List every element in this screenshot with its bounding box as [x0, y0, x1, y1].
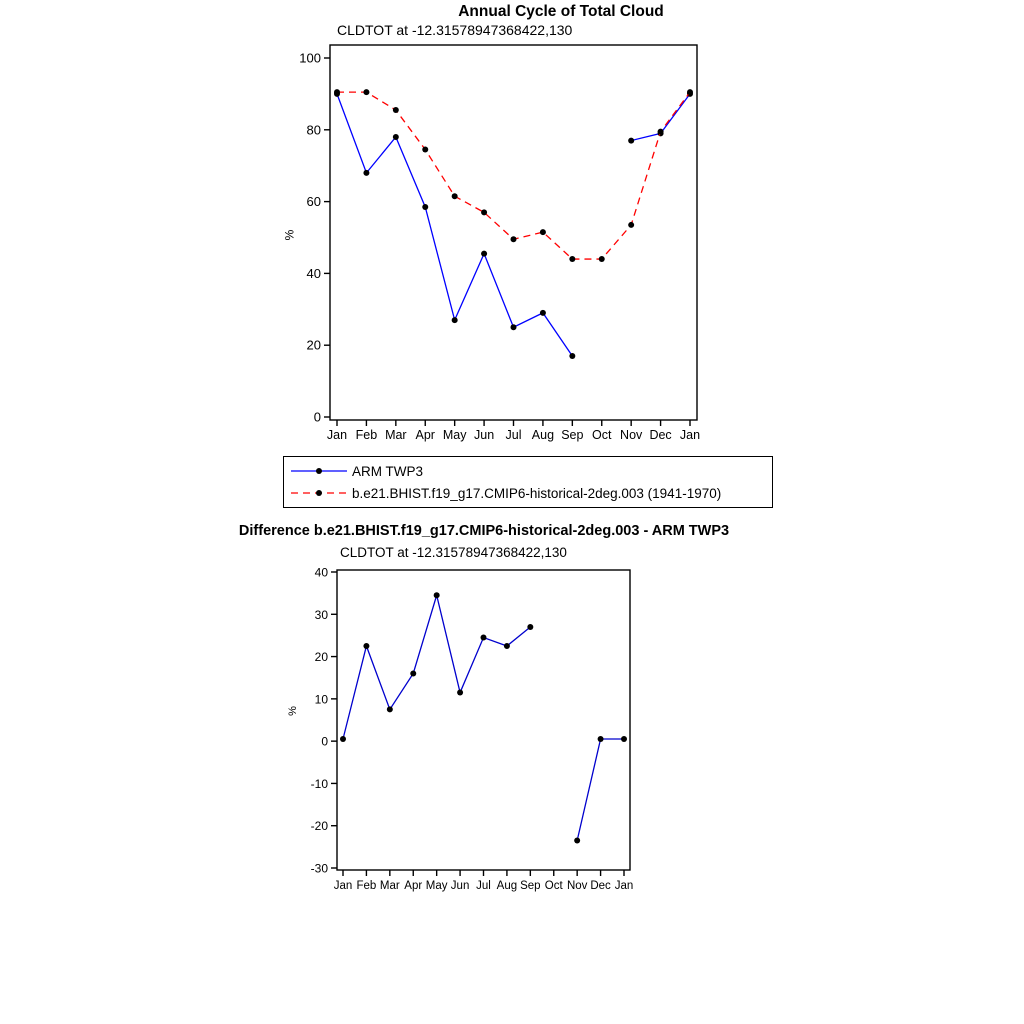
- svg-text:Jan: Jan: [614, 880, 634, 892]
- annual-cycle-subtitle: CLDTOT at -12.31578947368422,130: [337, 22, 573, 38]
- svg-text:Aug: Aug: [496, 880, 518, 892]
- svg-text:40: 40: [314, 565, 328, 580]
- svg-text:100: 100: [299, 50, 321, 66]
- difference-chart-svg: [270, 556, 670, 901]
- legend-marker-icon: [316, 490, 322, 496]
- svg-text:Nov: Nov: [620, 428, 643, 442]
- difference-subtitle: CLDTOT at -12.31578947368422,130: [340, 545, 567, 560]
- legend-label-model: b.e21.BHIST.f19_g17.CMIP6-historical-2deg.003 (1941-1970): [352, 485, 722, 501]
- svg-text:-10: -10: [310, 776, 328, 791]
- difference-title: Difference b.e21.BHIST.f19_g17.CMIP6-historical-2deg.003 - ARM TWP3: [238, 523, 730, 539]
- legend: [283, 456, 773, 508]
- svg-text:-20: -20: [310, 819, 328, 834]
- svg-text:Sep: Sep: [561, 428, 584, 442]
- legend-marker-icon: [316, 468, 322, 474]
- annual-cycle-title: Annual Cycle of Total Cloud: [458, 3, 664, 20]
- svg-text:30: 30: [314, 607, 328, 622]
- svg-text:May: May: [442, 428, 467, 442]
- svg-text:Aug: Aug: [531, 428, 555, 442]
- legend-line-sample-solid: [290, 464, 348, 478]
- legend-row-arm-twp3: [290, 461, 766, 481]
- svg-text:Sep: Sep: [520, 880, 541, 892]
- svg-text:Oct: Oct: [544, 880, 563, 892]
- svg-text:0: 0: [313, 409, 321, 425]
- svg-text:40: 40: [306, 265, 321, 281]
- svg-text:Feb: Feb: [356, 880, 377, 892]
- legend-label-arm-twp3: ARM TWP3: [352, 463, 424, 479]
- svg-text:-30: -30: [310, 861, 328, 876]
- svg-text:May: May: [425, 880, 448, 892]
- svg-text:Apr: Apr: [404, 880, 423, 892]
- svg-text:Nov: Nov: [566, 880, 588, 892]
- svg-text:Mar: Mar: [379, 880, 400, 892]
- svg-text:Dec: Dec: [649, 428, 672, 442]
- svg-text:80: 80: [306, 122, 321, 138]
- legend-line-sample-dashed: [290, 486, 348, 500]
- svg-text:Jan: Jan: [326, 428, 348, 442]
- svg-text:Dec: Dec: [590, 880, 611, 892]
- svg-text:Jan: Jan: [333, 880, 353, 892]
- svg-text:Oct: Oct: [592, 428, 612, 442]
- svg-text:20: 20: [306, 337, 321, 353]
- annual-cycle-chart-svg: [260, 38, 780, 453]
- svg-text:10: 10: [314, 692, 328, 707]
- svg-text:Apr: Apr: [415, 428, 435, 442]
- svg-text:Mar: Mar: [385, 428, 407, 442]
- annual-cycle-y-axis-label: %: [282, 229, 297, 241]
- difference-y-axis-label: %: [286, 706, 299, 716]
- svg-text:Feb: Feb: [355, 428, 378, 442]
- legend-row-model: [290, 483, 766, 503]
- svg-text:0: 0: [321, 734, 328, 749]
- svg-text:60: 60: [306, 194, 321, 210]
- svg-text:Jan: Jan: [679, 428, 701, 442]
- svg-text:Jul: Jul: [505, 428, 522, 442]
- svg-text:20: 20: [314, 650, 328, 665]
- svg-text:Jun: Jun: [450, 880, 470, 892]
- svg-text:Jul: Jul: [476, 880, 491, 892]
- svg-text:Jun: Jun: [474, 428, 495, 442]
